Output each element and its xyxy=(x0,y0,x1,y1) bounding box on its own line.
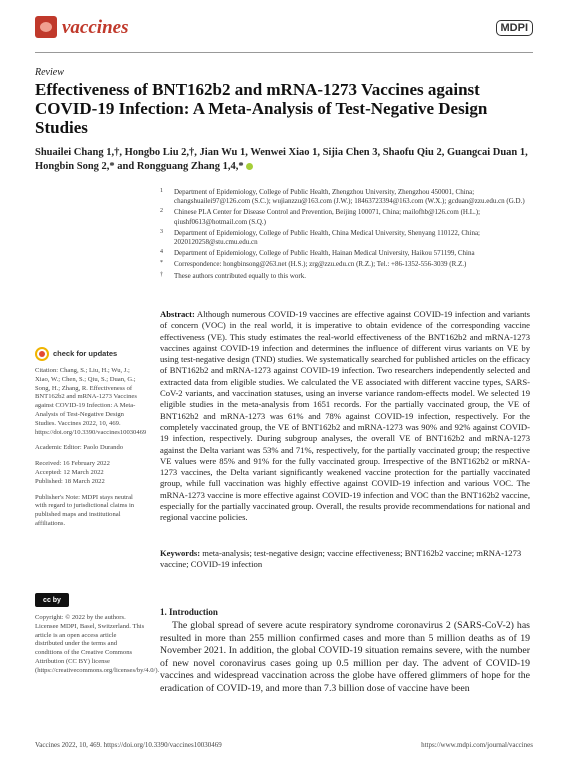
journal-name: vaccines xyxy=(62,17,129,38)
copyright-note: Copyright: © 2022 by the authors. Licensee MDPI, Basel, Switzerland. This article is an open access article distributed under the terms and conditions of the Creative Commons Attribution (CC BY) license (https://creativecommons.org/licenses/by/4.0/). xyxy=(35,614,160,674)
keywords-label: Keywords: xyxy=(160,548,201,558)
affiliation-item: 4 Department of Epidemiology, College of Public Health, Hainan Medical University, Haikou 571199, China xyxy=(160,249,475,258)
introduction-text: The global spread of severe acute respiratory syndrome coronavirus 2 (SARS-CoV-2) has resulted in more than 255 million confirmed cases and more than 5 million deaths as of 19 November 2021. In addition, the global COVID-19 situation remains severe, with the number of new novel coronavirus cases going up 0.5 million per day. The advent of COVID-19 vaccines and widespread vaccination across the globe have offered glimmers of hope for the eradication of COVID-19, and more than 7.3 billion dose of vaccine have been xyxy=(160,620,530,694)
received-date: Received: 16 February 2022 xyxy=(35,460,110,468)
header-divider xyxy=(35,52,533,53)
affiliation-item: 1 Department of Epidemiology, College of Public Health, Zhengzhou University, Zhengzhou 450001, China; changshuailei97@126.com (S.C.); wujianzzu@163.com (J.W.); 18463723394@163.com (W.X.); gcduan@zzu.edu.cn (G.D.) xyxy=(160,188,525,206)
citation: Citation: Chang, S.; Liu, H.; Wu, J.; Xiao, W.; Chen, S.; Qiu, S.; Duan, G.; Song, H.; Zhang, R. Effectiveness of BNT162b2 and mRNA-1273 Vaccines against COVID-19 Infection: A Meta-Analysis of Test-Negative Design Studies. Vaccines 2022, 10, 469. https://doi.org/10.3390/vaccines10030469 xyxy=(35,367,147,436)
sidebar xyxy=(35,347,145,536)
check-updates-badge[interactable] xyxy=(35,347,145,361)
keywords-text: meta-analysis; test-negative design; vaccine effectiveness; BNT162b2 vaccine; mRNA-1273 vaccine; COVID-19 infection xyxy=(160,548,522,570)
affiliation-item: 3 Department of Epidemiology, College of Public Health, China Medical University, Shenyang 110122, China; 2020120258@stu.cmu.edu.cn xyxy=(160,228,480,247)
article-title: Effectiveness of BNT162b2 and mRNA-1273 Vaccines against COVID-19 Infection: A Meta-Analysis of Test-Negative Design Studies xyxy=(35,80,488,137)
check-updates-icon xyxy=(35,347,49,361)
section-heading: 1. Introduction xyxy=(160,607,218,617)
orcid-icon[interactable] xyxy=(246,163,253,170)
footer-journal-link[interactable]: https://www.mdpi.com/journal/vaccines xyxy=(421,741,533,749)
footer-citation[interactable]: Vaccines 2022, 10, 469. https://doi.org/10.3390/vaccines10030469 xyxy=(35,741,222,749)
correspondence-note: * Correspondence: hongbinsong@263.net (H.S.); zrg@zzu.edu.cn (R.Z.); Tel.: +86-1352-556-3039 (R.Z.) xyxy=(160,260,467,269)
check-updates-label: check for updates xyxy=(53,349,118,358)
affiliation-item: 2 Chinese PLA Center for Disease Control and Prevention, Beijing 100071, China; mailofhb@126.com (H.L.); qiushf0613@hotmail.com (S.Q.) xyxy=(160,208,481,226)
abstract-label: Abstract: xyxy=(160,309,195,319)
accepted-date: Accepted: 12 March 2022 xyxy=(35,468,104,476)
page-footer xyxy=(35,741,533,749)
cc-by-license-icon[interactable]: cc by xyxy=(35,593,69,607)
equal-contribution-note: † These authors contributed equally to this work. xyxy=(160,271,306,280)
publisher-note: Publisher's Note: MDPI stays neutral with regard to jurisdictional claims in published maps and institutional affiliations. xyxy=(35,493,135,527)
published-date: Published: 18 March 2022 xyxy=(35,477,105,485)
author-list xyxy=(35,146,535,174)
abstract-text: Although numerous COVID-19 vaccines are effective against COVID-19 infection and variants of concern (VOC) in the real world, it is imperative to obtain evidence of the corresponding vaccine effectiveness (VE). This study estimates the real-world effectiveness of the BNT162b2 and mRNA-1273 vaccines against COVID-19 infection and determines the influence of different virus variants on VE by using test-negative design (TND) studies. We systematically searched for published articles on the efficacy of BNT162b2 and mRNA-1273 against COVID-19 infection. Two researchers independently selected and extracted data from eligible studies. We calculated the VE associated with different vaccine types, SARS-CoV-2 variants, and vaccination statuses, using an inverse variance random-effects model. We selected 19 eligible studies in the meta-analysis from 1651 records. For the partially vaccinated group, the VE of BNT162b2 and mRNA-1273 was 61% and 78% against COVID-19 infection, respectively. For the completely vaccinated group, the VE of BNT162b2 and mRNA-1273 was 90% and 92% against COVID-19 infection, respectively. During subgroup analyses, the overall VE of BNT162b2 and mRNA-1273 against the Delta variant was 53% and 71%, respectively, for the partially vaccinated group; the respective VE values were 85% and 91% for the fully vaccinated group. Irrespective of the BNT162b2 or mRNA-1273 vaccines, the Delta variant significantly weakened vaccine protection for the partially vaccinated group, while full vaccination was highly effective against COVID-19 infection and various VOC. The mRNA-1273 vaccine is more effective against COVID-19 infection and VOC than the BNT162b2 vaccine, especially for the partially vaccinated group. Overall, the results provide recommendations for national and regional vaccine policies. xyxy=(160,309,530,523)
academic-editor: Academic Editor: Paolo Durando xyxy=(35,444,124,452)
affiliations xyxy=(160,188,530,283)
abstract xyxy=(160,309,530,524)
publisher-logo[interactable]: MDPI xyxy=(496,20,534,36)
article-type: Review xyxy=(35,67,64,78)
keywords xyxy=(160,548,530,571)
journal-logo-icon xyxy=(35,16,57,38)
authors-line-2: Hongbin Song 2,* and Rongguang Zhang 1,4,* xyxy=(35,161,244,172)
dates xyxy=(35,460,145,486)
authors-line-1: Shuailei Chang 1,†, Hongbo Liu 2,†, Jian Wu 1, Wenwei Xiao 1, Sijia Chen 3, Shaofu Qiu 2, Guangcai Duan 1, xyxy=(35,147,528,158)
